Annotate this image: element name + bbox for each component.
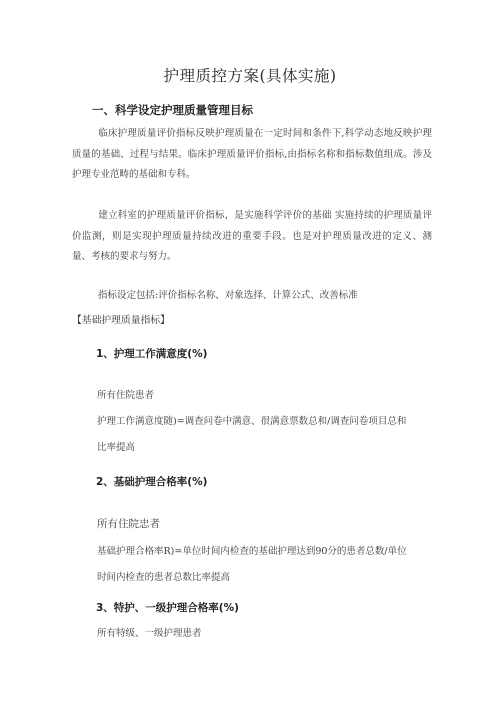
paragraph-3-text: 指标设定包括:评价指标名称、对象选择、计算公式、改善标准: [98, 290, 358, 301]
paragraph-1-text: 临床护理质量评价指标反映护理质量在一定时间和条件下,科学动态地反映护理质量的基础、过程与结果。临床护理质量评价指标,由指标名称和指标数值组成。涉及护理专业范畴的基础和专科。: [72, 128, 432, 180]
item2-formula-line2: 时间内检查的患者总数比率提高: [97, 572, 231, 583]
item2-heading: 2、基础护理合格率(%): [96, 476, 208, 488]
paragraph-2-text: 建立科室的护理质量评价指标，是实施科学评价的基础 实施持续的护理质量评价监测，则是实现护理质量持续改进的重要手段。也是对护理质量改进的定义、测量、考核的要求与努力。: [72, 210, 432, 262]
item1-heading: 1、护理工作满意度(%): [96, 348, 208, 360]
paragraph-1: [72, 124, 432, 186]
item1-formula-line1: 护理工作满意度随)=调查问卷中满意、很满意票数总和/调查问卷项目总和: [97, 416, 407, 427]
document-title: 护理质控方案(具体实施): [163, 67, 337, 85]
item3-heading: 3、特护、一级护理合格率(%): [96, 602, 239, 614]
item2-formula-line1: 基础护理合格率R)=单位时间内检查的基础护理达到90分的患者总数/单位: [97, 546, 407, 557]
basic-indicators-heading: 【基础护理质量指标】: [72, 315, 170, 326]
item3-target: 所有特级、一级护理患者: [97, 628, 202, 639]
item1-formula-line2: 比率提高: [97, 442, 136, 453]
paragraph-3: [72, 286, 432, 307]
item2-target: 所有住院忠者: [97, 518, 160, 530]
paragraph-2: [72, 206, 432, 268]
section1-heading: 一、科学设定护理质量管理目标: [92, 103, 253, 117]
item1-target: 所有住院患者: [97, 390, 155, 401]
